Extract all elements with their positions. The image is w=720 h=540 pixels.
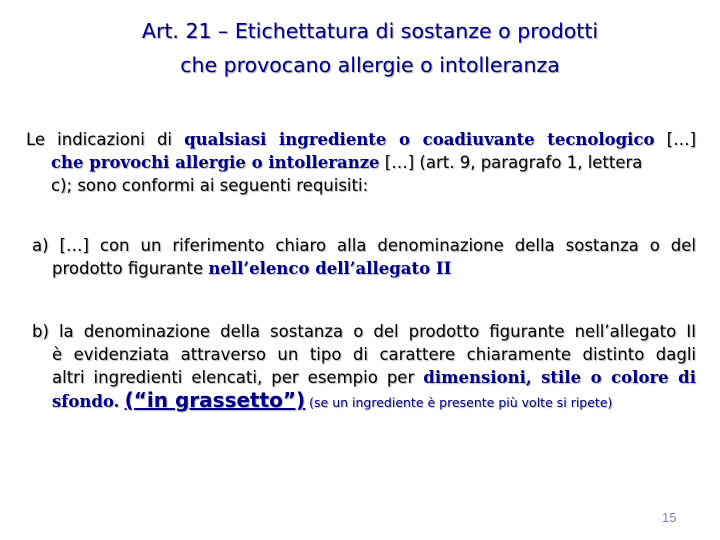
highlight-background: sfondo.	[52, 392, 120, 411]
intro-text: Le indicazioni di	[26, 130, 185, 149]
item-b-paragraph	[32, 320, 696, 414]
item-b-text: altri ingredienti elencati, per esempio per	[52, 368, 424, 387]
item-a-paragraph	[32, 234, 696, 280]
item-a-line-1: a) […] con un riferimento chiaro alla denominazione della sostanza o del	[32, 236, 696, 255]
intro-line-3: c); sono conformi ai seguenti requisiti:	[51, 176, 369, 195]
title-line-1: Art. 21 – Etichettatura di sostanze o prodotti	[141, 19, 599, 43]
intro-line-2	[26, 151, 696, 174]
highlight-style: dimensioni, stile o colore di	[423, 368, 696, 387]
highlight-annex: nell’elenco dell’allegato II	[208, 259, 452, 278]
bold-emphasis: (“in grassetto”)	[124, 388, 306, 412]
page-number: 15	[662, 510, 677, 525]
item-a-text: prodotto figurante	[52, 259, 209, 278]
highlight-ingredient: qualsiasi ingrediente o coadiuvante tecnologico	[184, 130, 655, 149]
item-b-line-2: è evidenziata attraverso un tipo di carattere chiaramente distinto dagli	[52, 345, 696, 364]
title-line-2: che provocano allergie o intolleranza	[180, 53, 560, 77]
item-b-line-1: b) la denominazione della sostanza o del prodotto figurante nell’allegato II	[32, 322, 696, 341]
item-b-line-4	[32, 389, 696, 414]
repeat-note: (se un ingrediente è presente più volte si ripete)	[305, 395, 613, 410]
highlight-allergy: che provochi allergie o intolleranze	[51, 153, 380, 172]
item-b-line-3	[32, 366, 696, 389]
intro-paragraph	[26, 128, 696, 197]
intro-line-1	[26, 128, 696, 151]
slide-title	[0, 14, 720, 82]
intro-reference: […] (art. 9, paragrafo 1, lettera	[379, 153, 643, 172]
intro-ellipsis: […]	[654, 130, 697, 149]
item-a-line-2	[32, 257, 696, 280]
